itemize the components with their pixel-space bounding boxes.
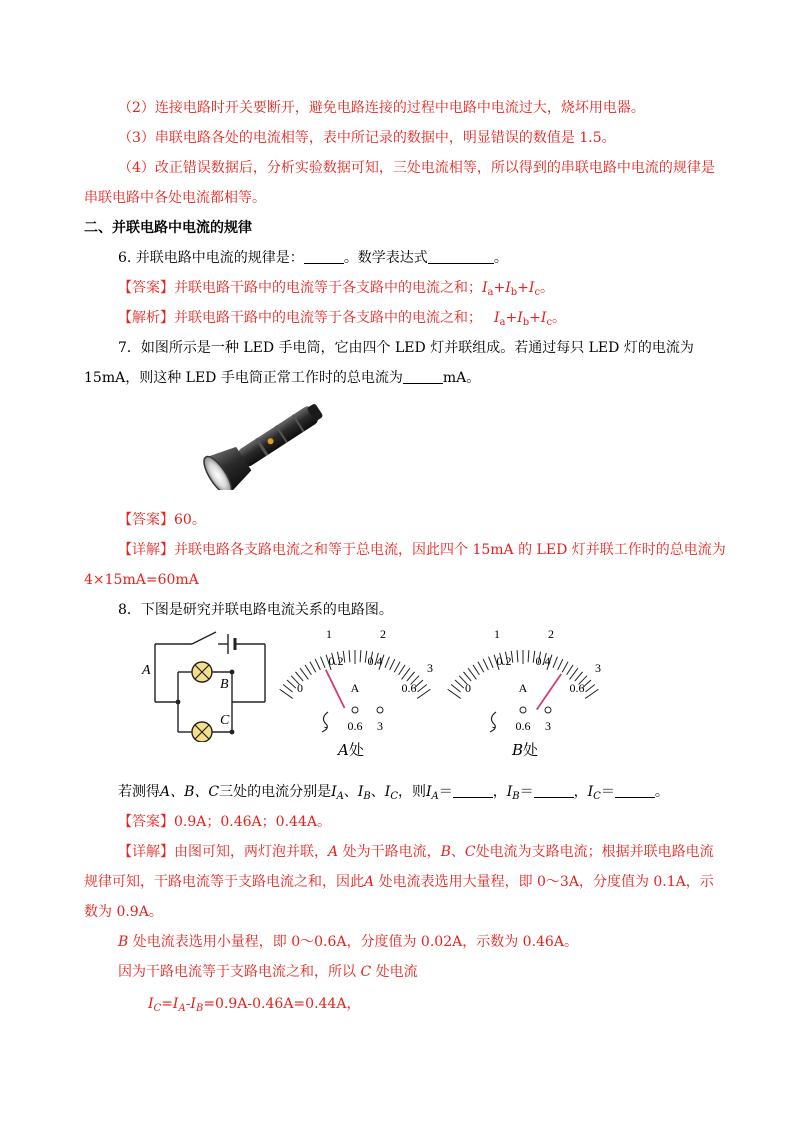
scale-tick <box>517 650 518 662</box>
question-8-detail-line1: 【详解】由图可知，两灯泡并联，A 处为干路电流，B、C处电流为支路电流；根据并联电路电流 <box>118 844 714 860</box>
scale-tick <box>407 672 415 681</box>
unit-label: A <box>518 681 528 695</box>
question-7-detail-calc: 4×15mA=60mA <box>84 572 199 588</box>
scale-tick <box>310 662 316 672</box>
scale-tick <box>567 665 574 675</box>
lamp-icon <box>192 722 212 742</box>
scale-tick <box>300 668 308 679</box>
scale-tick <box>455 680 464 688</box>
question-7-detail: 【详解】并联电路各支路电流之和等于总电流，因此四个 15mA 的 LED 灯并联工作时的总电流为 <box>118 542 726 558</box>
scale-tick <box>528 650 529 662</box>
scale-tick <box>365 651 367 663</box>
scale-tick <box>417 685 426 692</box>
scale-tick <box>483 659 488 670</box>
scale-label: 0.6 <box>569 681 585 695</box>
scale-label: 0.6 <box>401 681 417 695</box>
ammeter-a-dial <box>272 622 442 742</box>
question-6-stem: 6. 并联电路中电流的规律是： 。数学表达式 。 <box>118 250 508 266</box>
scale-label: 3 <box>595 661 601 675</box>
scale-tick <box>585 685 594 692</box>
terminal-label: 0.6 <box>515 719 531 733</box>
scale-tick <box>533 651 535 663</box>
terminal-label: 3 <box>545 719 551 733</box>
scale-tick <box>558 659 563 670</box>
scale-label: 0.2 <box>496 654 512 668</box>
answer-blank <box>428 249 494 264</box>
scale-tick <box>478 662 484 672</box>
lamp-icon <box>192 662 212 682</box>
unit-label: A <box>350 681 360 695</box>
switch-icon <box>192 632 216 644</box>
scale-label: 0.4 <box>367 654 383 668</box>
scale-tick <box>402 668 410 679</box>
scale-label: 2 <box>380 627 386 641</box>
scale-tick <box>463 672 471 681</box>
question-7-stem-line2: 15mA，则这种 LED 手电筒正常工作时的总电流为 mA。 <box>84 370 481 386</box>
scale-label: 2 <box>548 627 554 641</box>
scale-tick <box>553 657 557 668</box>
question-8-detail-line5: 因为干路电流等于支路电流之和，所以 C 处电流 <box>118 964 418 980</box>
question-8-detail-line2: 规律可知，干路电流等于支路电流之和，因此A 处电流表选用大量程，即 0～3A，分度值为 0.1A，示 <box>84 874 714 890</box>
meter-needle <box>537 674 561 710</box>
scale-tick <box>394 662 400 672</box>
terminal-icon <box>352 707 358 713</box>
scale-tick <box>295 672 303 681</box>
scale-tick <box>451 685 460 692</box>
terminal-label: - <box>492 721 496 733</box>
terminal-icon <box>545 707 551 713</box>
scale-tick <box>360 650 361 662</box>
scale-tick <box>473 665 480 675</box>
scale-tick <box>570 668 578 679</box>
scale-label: 0.4 <box>535 654 551 668</box>
terminal-label: 3 <box>377 719 383 733</box>
question-6-answer: 【答案】并联电路干路中的电流等于各支路中的电流之和；$I_a+I_b+I_c$。 <box>118 280 555 298</box>
scale-tick <box>349 650 350 662</box>
intro-paragraph-2: （2）连接电路时开关要断开，避免电路连接的过程中电路中电流过大，烧坏用电器。 <box>118 100 645 116</box>
ammeter-a-caption: A处 <box>338 741 364 759</box>
scale-tick <box>489 657 493 668</box>
answer-blank <box>615 783 655 798</box>
meter-needle <box>326 670 345 708</box>
intro-paragraph-3: （3）串联电路各处的电流相等，表中所记录的数据中，明显错误的数值是 1.5。 <box>118 130 616 146</box>
ammeter-b-dial <box>440 622 610 742</box>
answer-blank <box>534 783 574 798</box>
question-8-detail-line4: B 处电流表选用小量程，即 0～0.6A，分度值为 0.02A，示数为 0.46A。 <box>118 934 578 950</box>
question-7-answer: 【答案】60。 <box>118 512 206 528</box>
question-8-stem: 8．下图是研究并联电路电流关系的电路图。 <box>118 602 393 618</box>
terminal-label: - <box>324 721 328 733</box>
answer-blank <box>453 783 493 798</box>
led-flashlight-image <box>200 398 340 490</box>
question-8-prompt: 若测得A、B、C三处的电流分别是$I_A$、$I_B$、$I_C$，则$I_A=$ ，$I_B=$ ，$I_C=$ 。 <box>118 784 669 802</box>
scale-tick <box>321 657 325 668</box>
question-7-stem-line1: 7．如图所示是一种 LED 手电筒，它由四个 LED 灯并联组成。若通过每只 LED 灯的电流为 <box>118 340 694 356</box>
terminal-icon <box>377 707 383 713</box>
scale-tick <box>562 662 568 672</box>
section-heading: 二、并联电路中电流的规律 <box>84 220 252 236</box>
intro-paragraph-4-line2: 串联电路中各处电流都相等。 <box>84 190 266 206</box>
scale-tick <box>468 668 476 679</box>
ammeter-b-caption: B处 <box>512 741 539 759</box>
intro-paragraph-4-line1: （4）改正错误数据后，分析实验数据可知，三处电流相等，所以得到的串联电路中电流的规律是 <box>118 160 715 176</box>
question-6-analysis: 【解析】并联电路干路中的电流等于各支路中的电流之和； $I_a+I_b+I_c$。 <box>118 310 567 328</box>
scale-label: 1 <box>326 627 332 641</box>
terminal-label: 0.6 <box>347 719 363 733</box>
question-8-answer: 【答案】0.9A；0.46A；0.44A。 <box>118 814 331 830</box>
question-8-detail-line6: $I_C=I_A-I_B=0.9A-0.46A=0.44A$， <box>148 996 361 1014</box>
scale-tick <box>287 680 296 688</box>
scale-tick <box>305 665 312 675</box>
scale-tick <box>399 665 406 675</box>
scale-label: 0 <box>465 681 471 695</box>
scale-tick <box>283 685 292 692</box>
scale-tick <box>315 659 320 670</box>
terminal-icon <box>520 707 526 713</box>
parallel-circuit-diagram <box>140 622 270 742</box>
scale-label: 0.2 <box>328 654 344 668</box>
question-8-detail-line3: 数为 0.9A。 <box>84 904 163 920</box>
scale-label: 3 <box>427 661 433 675</box>
answer-blank <box>304 249 344 264</box>
circuit-label-a: A <box>142 663 151 678</box>
circuit-label-c: C <box>220 713 230 728</box>
circuit-label-b: B <box>220 677 229 692</box>
scale-label: 1 <box>494 627 500 641</box>
scale-tick <box>575 672 583 681</box>
scale-tick <box>385 657 389 668</box>
answer-blank <box>403 369 443 384</box>
scale-label: 0 <box>297 681 303 695</box>
scale-tick <box>390 659 395 670</box>
